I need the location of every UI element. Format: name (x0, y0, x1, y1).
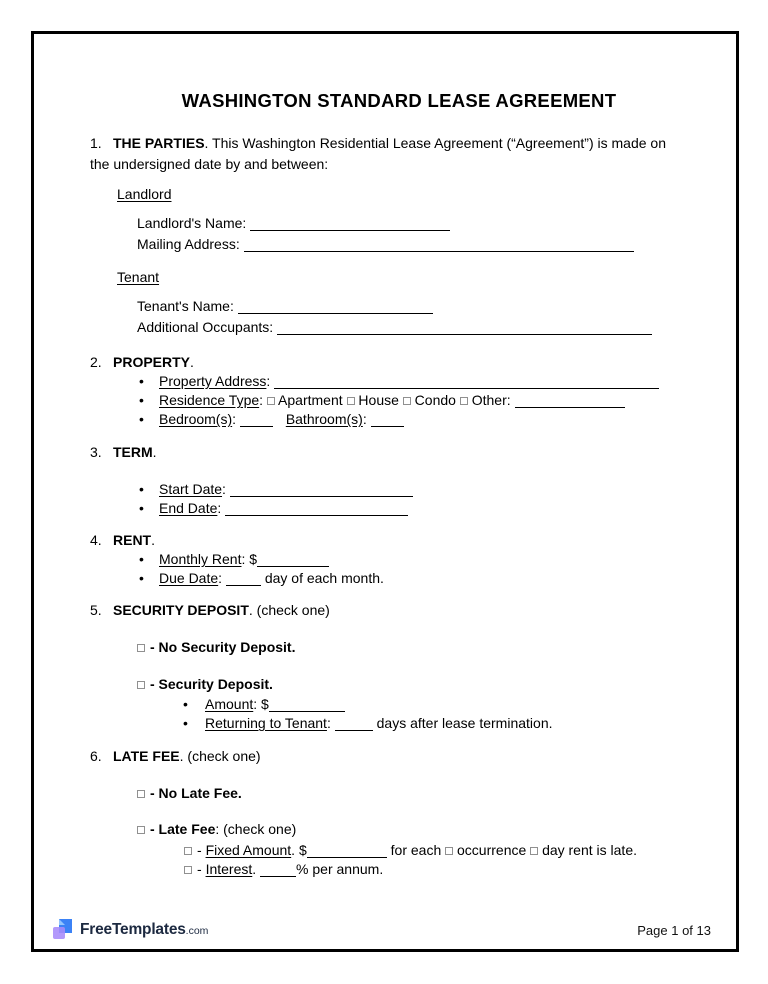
section-late-fee-title: LATE FEE (113, 748, 180, 764)
start-date-blank (230, 485, 413, 497)
freetemplates-logo-icon (52, 918, 75, 942)
section-property-heading (90, 353, 708, 371)
colon: : (222, 481, 226, 497)
section-rent-number: 4. (90, 532, 102, 548)
property-bullet-list (90, 372, 708, 429)
dollar-sign: $ (249, 551, 258, 567)
tenant-name-label: Tenant's Name: (137, 298, 234, 314)
monthly-rent-line (139, 550, 708, 569)
bedrooms-bathrooms-line (139, 410, 708, 429)
returning-suffix: days after lease termination. (376, 715, 553, 731)
landlord-name-label: Landlord's Name: (137, 215, 247, 231)
period: . (248, 602, 253, 618)
deposit-amount-label: Amount (205, 696, 254, 712)
due-date-line (139, 569, 708, 588)
late-fee-checkbox-icon (137, 826, 145, 834)
bathrooms-blank (371, 415, 404, 427)
interest-checkbox-icon (184, 866, 192, 874)
section-parties-intro-line2: the undersigned date by and between: (90, 156, 329, 172)
mailing-address-label: Mailing Address: (137, 236, 240, 252)
brand-name: FreeTemplates (80, 921, 186, 938)
section-security-deposit-number: 5. (90, 602, 102, 618)
due-date-label: Due Date (159, 570, 219, 586)
apartment-checkbox-icon (267, 397, 275, 405)
condo-checkbox-icon (403, 397, 411, 405)
mailing-address-line (137, 234, 708, 255)
section-property-title: PROPERTY (113, 354, 191, 370)
no-security-deposit-line (137, 639, 708, 656)
start-date-line (139, 480, 708, 499)
fixed-amount-blank (307, 846, 387, 858)
mailing-address-blank (244, 240, 634, 252)
residence-type-label: Residence Type (159, 392, 260, 408)
fixed-amount-label: Fixed Amount (205, 842, 292, 858)
property-address-label: Property Address (159, 373, 267, 389)
section-parties-number: 1. (90, 135, 102, 151)
section-security-deposit-title: SECURITY DEPOSIT (113, 602, 249, 618)
bullet-icon (183, 714, 205, 733)
fixed-amount-line (184, 841, 708, 860)
end-date-blank (225, 504, 408, 516)
deposit-amount-blank (269, 700, 345, 712)
option-apartment-label: Apartment (278, 392, 343, 408)
bullet-icon (139, 391, 159, 410)
fixed-amount-dash: - (197, 842, 202, 858)
freetemplates-logo (52, 918, 208, 942)
no-security-deposit-label: - No Security Deposit. (150, 639, 296, 655)
section-late-fee-heading (90, 747, 708, 765)
landlord-heading: Landlord (117, 186, 172, 202)
interest-line (184, 860, 708, 879)
security-deposit-checkbox-icon (137, 681, 145, 689)
day-rent-late-checkbox-icon (530, 847, 538, 855)
interest-blank (260, 865, 296, 877)
section-term-number: 3. (90, 444, 102, 460)
occurrence-checkbox-icon (445, 847, 453, 855)
landlord-name-blank (250, 219, 450, 231)
returning-to-tenant-line (183, 714, 708, 733)
fixed-amount-mid: for each (390, 842, 442, 858)
colon: : (266, 373, 271, 389)
document-content (34, 90, 736, 879)
document-page-border (31, 31, 739, 952)
term-bullet-list (90, 480, 708, 518)
bullet-icon (139, 480, 159, 499)
deposit-amount-line (183, 695, 708, 714)
page-number: Page 1 of 13 (637, 922, 711, 938)
section-parties-title: THE PARTIES (113, 135, 205, 151)
tenant-name-line (137, 296, 708, 317)
section-parties-intro-text: . This Washington Residential Lease Agreement (“Agreement”) is made on (204, 135, 666, 151)
interest-dash: - (197, 861, 202, 877)
no-late-fee-checkbox-icon (137, 790, 145, 798)
section-property-number: 2. (90, 354, 102, 370)
bedrooms-blank (240, 415, 273, 427)
section-term-title: TERM (113, 444, 153, 460)
option-house-label: House (358, 392, 399, 408)
returning-days-blank (335, 719, 373, 731)
no-late-fee-label: - No Late Fee. (150, 785, 242, 801)
interest-suffix: % per annum. (296, 861, 384, 877)
end-date-label: End Date (159, 500, 218, 516)
option-condo-label: Condo (414, 392, 456, 408)
late-fee-line (137, 821, 708, 838)
bullet-icon (183, 695, 205, 714)
bullet-icon (139, 410, 159, 429)
other-checkbox-icon (460, 397, 468, 405)
security-deposit-label: - Security Deposit. (150, 676, 273, 692)
tenant-heading: Tenant (117, 269, 160, 285)
section-rent-heading (90, 531, 708, 549)
monthly-rent-label: Monthly Rent (159, 551, 242, 567)
due-date-blank (226, 574, 261, 586)
additional-occupants-line (137, 317, 708, 338)
bullet-icon (139, 569, 159, 588)
option-other-label: Other: (471, 392, 511, 408)
due-date-suffix: day of each month. (264, 570, 384, 586)
colon: : (218, 570, 223, 586)
bullet-icon (139, 372, 159, 391)
property-address-blank (274, 377, 659, 389)
returning-to-tenant-label: Returning to Tenant (205, 715, 327, 731)
property-address-line (139, 372, 708, 391)
deposit-amount-prefix: : $ (253, 696, 269, 712)
period: . (151, 532, 156, 548)
fixed-amount-after: . $ (291, 842, 307, 858)
security-deposit-sublist (90, 695, 708, 733)
rent-bullet-list (90, 550, 708, 588)
no-security-deposit-checkbox-icon (137, 644, 145, 652)
house-checkbox-icon (347, 397, 355, 405)
late-fee-rest: : (check one) (215, 821, 297, 837)
section-late-fee-number: 6. (90, 748, 102, 764)
security-deposit-line (137, 676, 708, 693)
colon: : (259, 392, 264, 408)
late-fee-label: - Late Fee (150, 821, 216, 837)
colon: : (217, 500, 222, 516)
additional-occupants-blank (277, 323, 652, 335)
period: . (179, 748, 184, 764)
brand-tld: .com (185, 925, 209, 937)
bathrooms-label: Bathroom(s) (285, 411, 363, 427)
late-fee-subtitle: (check one) (187, 748, 261, 764)
no-late-fee-line (137, 785, 708, 802)
document-title: WASHINGTON STANDARD LEASE AGREEMENT (181, 90, 617, 111)
start-date-label: Start Date (159, 481, 223, 497)
section-parties-intro (90, 133, 708, 154)
interest-label: Interest (205, 861, 253, 877)
additional-occupants-label: Additional Occupants: (137, 319, 274, 335)
bedrooms-label: Bedroom(s) (159, 411, 233, 427)
end-date-line (139, 499, 708, 518)
section-term-heading (90, 443, 708, 461)
fixed-amount-checkbox-icon (184, 847, 192, 855)
landlord-name-line (137, 213, 708, 234)
colon: : (362, 411, 367, 427)
period: . (152, 444, 157, 460)
residence-type-line (139, 391, 708, 410)
section-rent-title: RENT (113, 532, 152, 548)
section-property-period: . (190, 354, 194, 370)
interest-after: . (252, 861, 257, 877)
bullet-icon (139, 499, 159, 518)
other-blank (515, 396, 625, 408)
colon: : (241, 551, 246, 567)
section-security-deposit-heading (90, 601, 708, 619)
bullet-icon (139, 550, 159, 569)
page-footer (52, 918, 711, 942)
tenant-name-blank (238, 302, 433, 314)
day-rent-late-label: day rent is late. (542, 842, 637, 858)
occurrence-label: occurrence (457, 842, 527, 858)
monthly-rent-blank (257, 555, 329, 567)
colon: : (232, 411, 237, 427)
security-deposit-subtitle: (check one) (256, 602, 330, 618)
colon: : (326, 715, 331, 731)
